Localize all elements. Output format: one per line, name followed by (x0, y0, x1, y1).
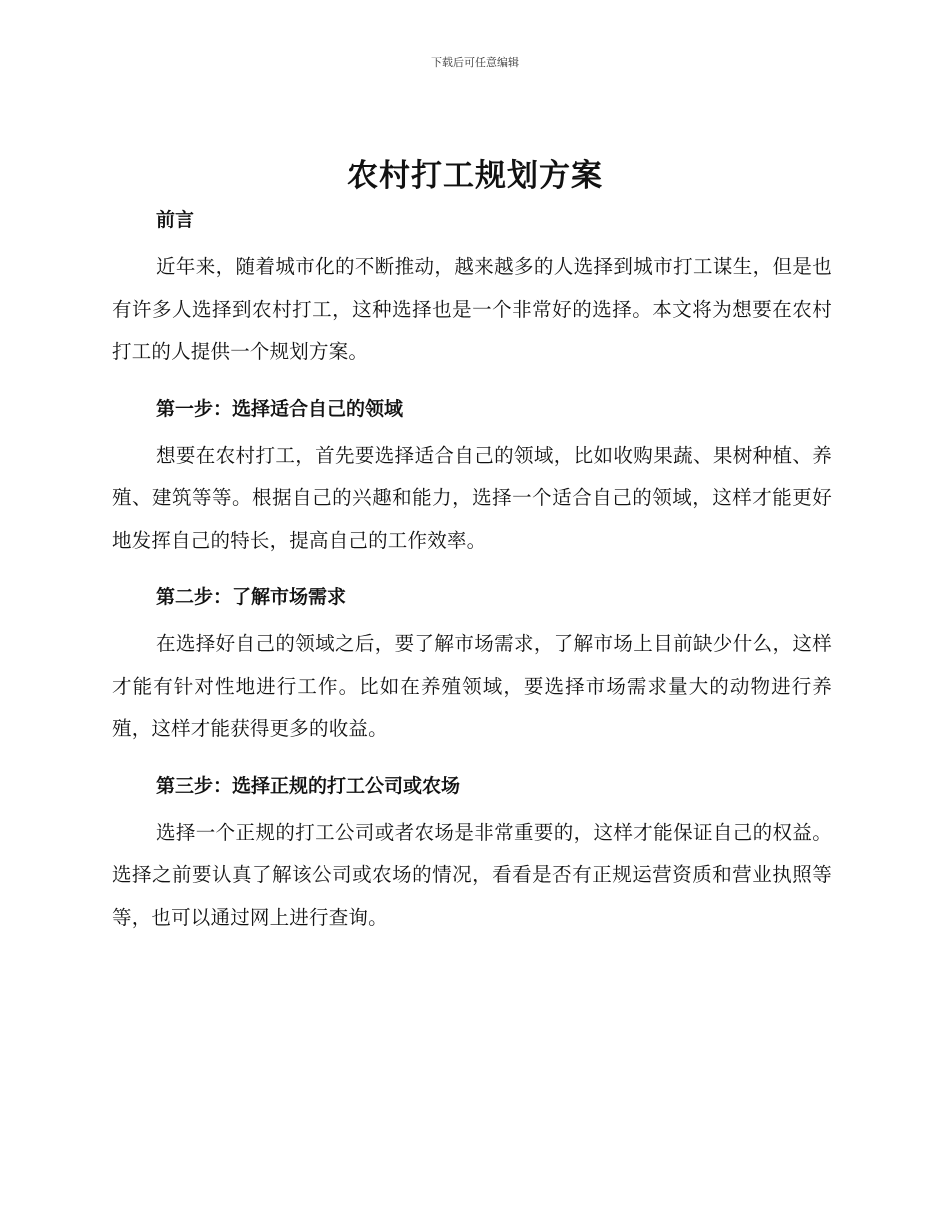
section-step-2 (112, 582, 832, 751)
document-title: 农村打工规划方案 (347, 158, 603, 194)
section-heading: 第三步：选择正规的打工公司或农场 (156, 774, 461, 797)
page-header-note: 下载后可任意编辑 (431, 56, 519, 69)
section-step-3 (112, 771, 832, 940)
section-heading: 第一步：选择适合自己的领域 (156, 397, 404, 420)
section-preface (112, 205, 832, 374)
section-paragraph: 选择一个正规的打工公司或者农场是非常重要的，这样才能保证自己的权益。选择之前要认真了解该公司或农场的情况，看看是否有正规运营资质和营业执照等等，也可以通过网上进行查询。 (112, 820, 832, 929)
section-paragraph: 近年来，随着城市化的不断推动，越来越多的人选择到城市打工谋生，但是也有许多人选择到农村打工，这种选择也是一个非常好的选择。本文将为想要在农村打工的人提供一个规划方案。 (112, 255, 832, 363)
section-heading: 前言 (156, 209, 195, 231)
section-heading: 第二步：了解市场需求 (156, 586, 347, 608)
section-paragraph: 想要在农村打工，首先要选择适合自己的领域，比如收购果蔬、果树种植、养殖、建筑等等。根据自己的兴趣和能力，选择一个适合自己的领域，这样才能更好地发挥自己的特长，提高自己的工作效率。 (112, 443, 832, 552)
section-step-1 (112, 394, 832, 563)
section-paragraph: 在选择好自己的领域之后，要了解市场需求，了解市场上目前缺少什么，这样才能有针对性地进行工作。比如在养殖领域，要选择市场需求量大的动物进行养殖，这样才能获得更多的收益。 (112, 632, 832, 740)
document-body (112, 205, 832, 959)
